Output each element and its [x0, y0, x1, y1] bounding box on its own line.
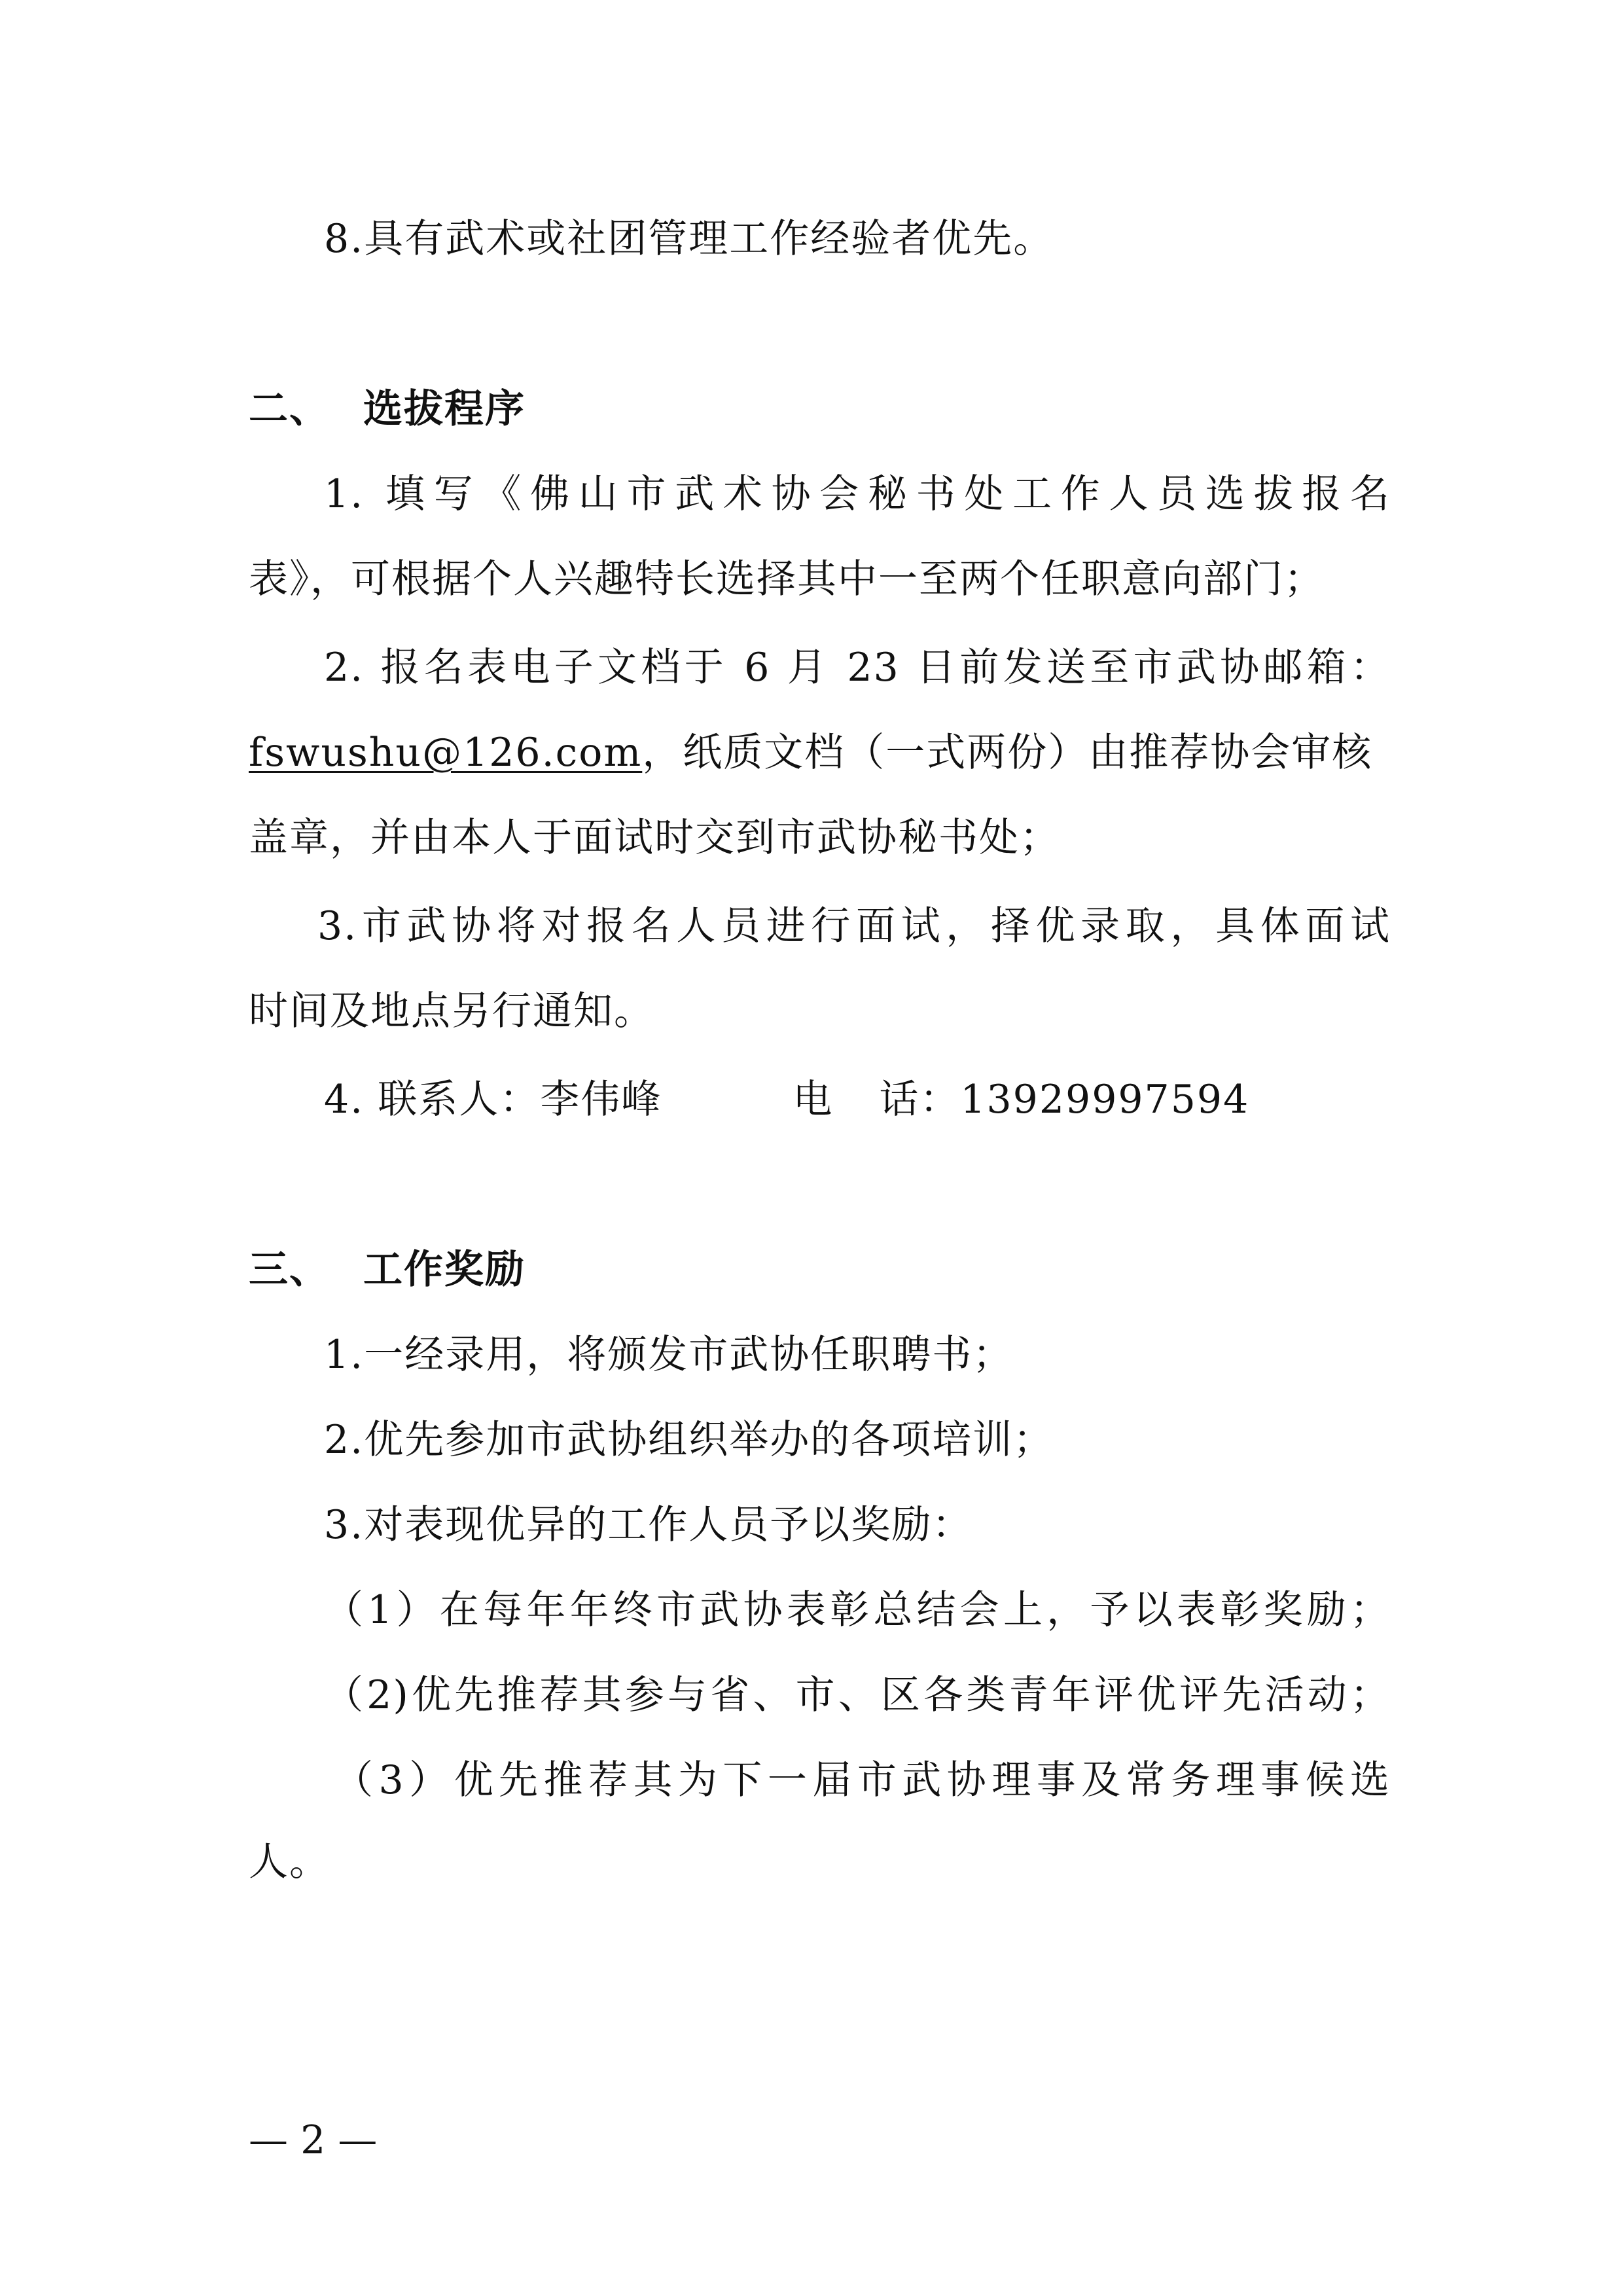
section-2-title: 选拔程序: [363, 386, 526, 432]
email-link[interactable]: fswushu@126.com: [249, 730, 643, 776]
reward-item-3: 3.对表现优异的工作人员予以奖励：: [324, 1502, 973, 1548]
phone-number: 13929997594: [960, 1077, 1250, 1122]
reward-sub-2: （2)优先推荐其参与省、市、区各类青年评优评先活动；: [324, 1672, 1391, 1718]
reward-sub-1: （1）在每年年终市武协表彰总结会上，予以表彰奖励；: [324, 1587, 1391, 1633]
procedure-4-contact: [324, 1073, 1391, 1126]
contact-person: 4. 联系人：李伟峰: [324, 1077, 662, 1122]
procedure-2-line-2: [249, 726, 1391, 779]
phone-label-1: 电: [793, 1077, 834, 1122]
section-3-number: 三、: [249, 1247, 330, 1293]
procedure-3-line-2: 时间及地点另行通知。: [249, 988, 654, 1034]
procedure-1-line-1: 1. 填写《佛山市武术协会秘书处工作人员选拔报名: [324, 471, 1391, 517]
section-2-heading: [249, 383, 1391, 435]
requirement-item-8: 8.具有武术或社团管理工作经验者优先。: [324, 216, 1054, 262]
section-3-title: 工作奖励: [363, 1247, 526, 1293]
phone-label-2: 话：: [879, 1077, 961, 1122]
reward-sub-3-line-2: 人。: [249, 1839, 330, 1885]
reward-item-2: 2.优先参加市武协组织举办的各项培训；: [324, 1417, 1054, 1463]
procedure-3-line-1: 3.市武协将对报名人员进行面试，择优录取，具体面试: [317, 903, 1391, 949]
procedure-1-line-2: 表》，可根据个人兴趣特长选择其中一至两个任职意向部门；: [249, 556, 1325, 602]
procedure-2-line-3: 盖章，并由本人于面试时交到市武协秘书处；: [249, 815, 1060, 861]
section-2-number: 二、: [249, 386, 330, 432]
section-3-heading: [249, 1244, 1391, 1296]
procedure-2-line-1: 2. 报名表电子文档于 6 月 23 日前发送至市武协邮箱：: [324, 645, 1391, 691]
page-number: — 2 —: [249, 2117, 378, 2163]
reward-item-1: 1.一经录用，将颁发市武协任职聘书；: [324, 1332, 1014, 1378]
procedure-2-line-2-text: ，纸质文档（一式两份）由推荐协会审核: [642, 730, 1373, 776]
reward-sub-3-line-1: （3）优先推荐其为下一届市武协理事及常务理事候选: [334, 1757, 1391, 1803]
